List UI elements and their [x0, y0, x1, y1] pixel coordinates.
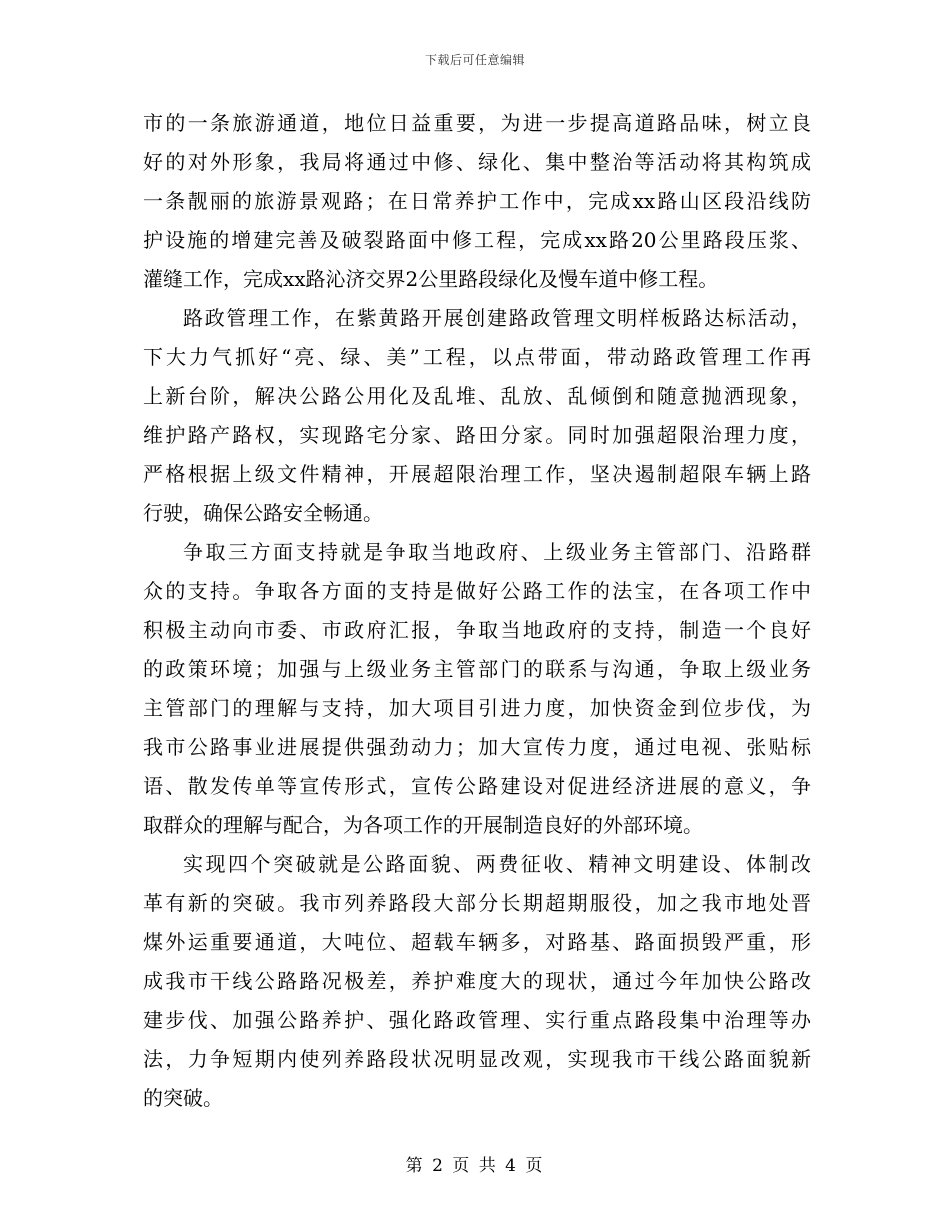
text-line: 的突破。 — [143, 1086, 223, 1110]
text-line: 市的一条旅游通道，地位日益重要，为进一步提高道路品味，树立良 — [143, 111, 811, 135]
text-line: 护设施的增建完善及破裂路面中修工程，完成xx路20公里路段压浆、 — [143, 228, 811, 252]
text-line: 法，力争短期内使列养路段状况明显改观，实现我市干线公路面貌新 — [143, 1047, 811, 1071]
text-line: 好的对外形象，我局将通过中修、绿化、集中整治等活动将其构筑成 — [143, 150, 811, 174]
page-number-footer: 第 2 页 共 4 页 — [405, 1156, 545, 1176]
text-line: 积极主动向市委、市政府汇报，争取当地政府的支持，制造一个良好 — [143, 618, 811, 642]
text-line: 行驶，确保公路安全畅通。 — [143, 501, 383, 525]
text-line: 一条靓丽的旅游景观路；在日常养护工作中，完成xx路山区段沿线防 — [143, 189, 811, 213]
text-line: 煤外运重要通道，大吨位、超载车辆多，对路基、路面损毁严重，形 — [143, 930, 811, 954]
text-line: 路政管理工作，在紫黄路开展创建路政管理文明样板路达标活动， — [183, 306, 811, 330]
text-line: 革有新的突破。我市列养路段大部分长期超期服役，加之我市地处晋 — [143, 891, 811, 915]
document-body — [143, 104, 811, 1118]
text-line: 成我市干线公路路况极差，养护难度大的现状，通过今年加快公路改 — [143, 969, 811, 993]
text-line: 灌缝工作，完成xx路沁济交界2公里路段绿化及慢车道中修工程。 — [143, 267, 719, 291]
text-line: 众的支持。争取各方面的支持是做好公路工作的法宝，在各项工作中 — [143, 579, 811, 603]
text-line: 上新台阶，解决公路公用化及乱堆、乱放、乱倾倒和随意抛洒现象， — [143, 384, 811, 408]
text-line: 我市公路事业进展提供强劲动力；加大宣传力度，通过电视、张贴标 — [143, 735, 811, 759]
text-line: 主管部门的理解与支持，加大项目引进力度，加快资金到位步伐，为 — [143, 696, 811, 720]
text-line: 下大力气抓好“亮、绿、美”工程，以点带面，带动路政管理工作再 — [143, 345, 811, 369]
paragraph-2 — [143, 299, 811, 533]
page-header-note: 下载后可任意编辑 — [424, 53, 525, 67]
paragraph-3 — [143, 533, 811, 845]
text-line: 建步伐、加强公路养护、强化路政管理、实行重点路段集中治理等办 — [143, 1008, 811, 1032]
text-line: 的政策环境；加强与上级业务主管部门的联系与沟通，争取上级业务 — [143, 657, 811, 681]
text-line: 语、散发传单等宣传形式，宣传公路建设对促进经济进展的意义，争 — [143, 774, 811, 798]
text-line: 严格根据上级文件精神，开展超限治理工作，坚决遏制超限车辆上路 — [143, 462, 811, 486]
text-line: 争取三方面支持就是争取当地政府、上级业务主管部门、沿路群 — [183, 540, 811, 564]
text-line: 实现四个突破就是公路面貌、两费征收、精神文明建设、体制改 — [183, 852, 811, 876]
paragraph-4 — [143, 845, 811, 1118]
text-line: 取群众的理解与配合，为各项工作的开展制造良好的外部环境。 — [143, 813, 703, 837]
paragraph-1 — [143, 104, 811, 299]
text-line: 维护路产路权，实现路宅分家、路田分家。同时加强超限治理力度， — [143, 423, 811, 447]
